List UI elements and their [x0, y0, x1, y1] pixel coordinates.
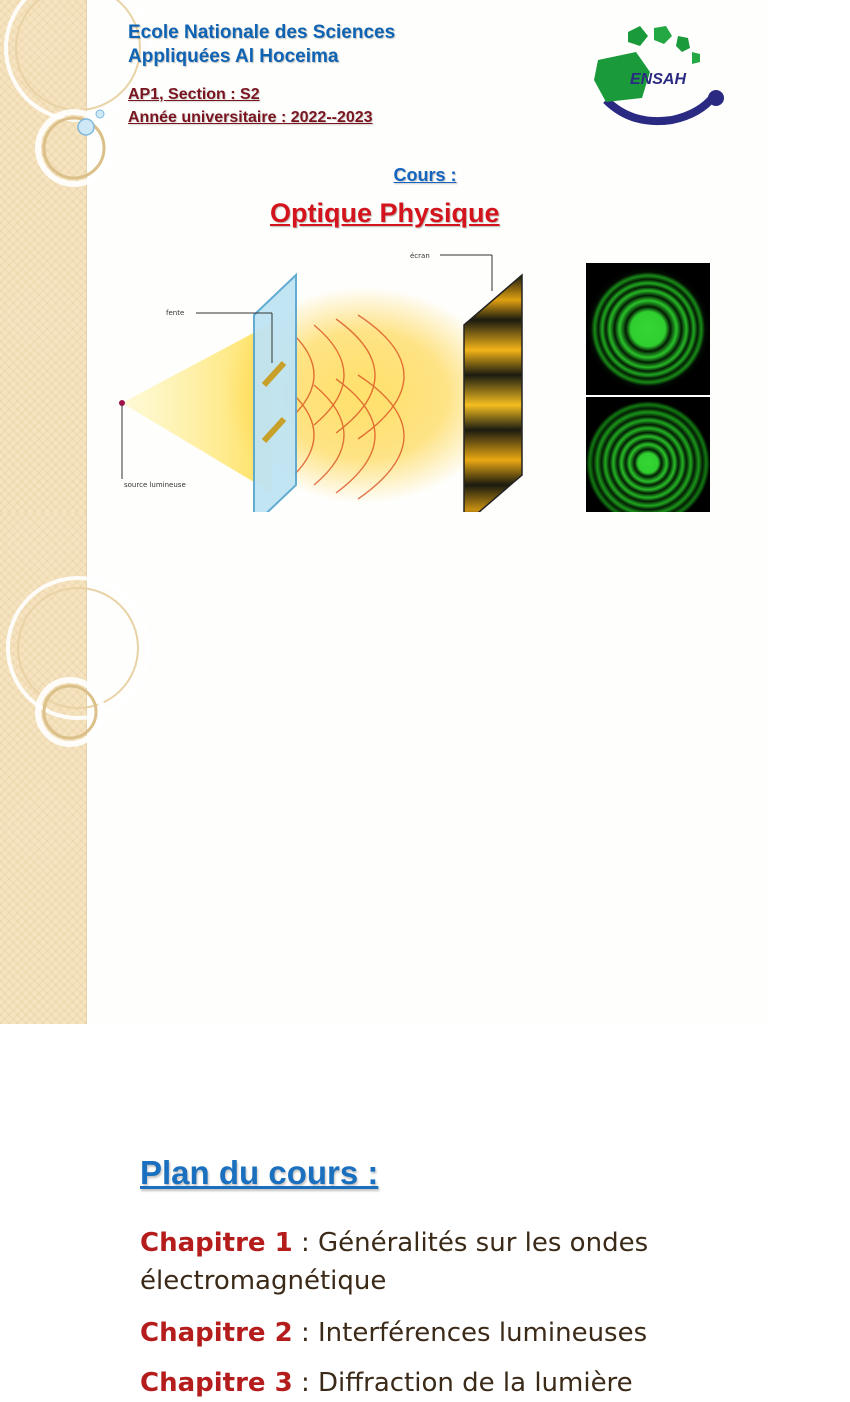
- ensah-logo: [592, 22, 732, 126]
- chapter-1: [140, 1224, 740, 1300]
- chapter-3: [140, 1364, 633, 1402]
- title-slide: [0, 0, 768, 512]
- school-name-line2: Appliquées Al Hoceima: [128, 46, 339, 67]
- course-label: Cours :: [393, 165, 457, 185]
- label-fente: fente: [166, 309, 185, 317]
- chapter-2: [140, 1314, 647, 1352]
- ring-pattern-top: [586, 267, 710, 391]
- decorative-circles: [0, 512, 160, 772]
- course-title: Optique Physique: [270, 198, 500, 228]
- interference-rings: [586, 263, 710, 529]
- school-name: [128, 21, 395, 69]
- academic-year: Année universitaire : 2022--2023: [128, 109, 373, 126]
- ring-pattern-bottom: [586, 401, 710, 525]
- logo-shape: [654, 26, 672, 44]
- chapter-2-title: Interférences lumineuses: [317, 1318, 648, 1348]
- label-ecran: écran: [410, 252, 430, 260]
- plan-slide: [0, 512, 768, 1398]
- screen: [464, 275, 522, 525]
- diffraction-illustration: [104, 245, 544, 530]
- logo-text: ENSAH: [629, 71, 687, 88]
- chapter-3-title: Diffraction de la lumière: [317, 1368, 633, 1398]
- chapter-1-separator: :: [292, 1228, 318, 1258]
- logo-shape: [692, 52, 700, 64]
- chapter-2-separator: :: [292, 1318, 318, 1348]
- chapter-1-label: Chapitre 1: [140, 1228, 293, 1258]
- school-name-line1: Ecole Nationale des Sciences: [128, 22, 396, 43]
- label-source: source lumineuse: [124, 481, 186, 489]
- chapter-3-label: Chapitre 3: [140, 1368, 293, 1398]
- chapter-1-title: Généralités sur les ondes électromagnétique: [140, 1228, 649, 1296]
- logo-dot: [708, 90, 724, 106]
- logo-shape: [628, 26, 648, 46]
- logo-shape: [676, 36, 690, 52]
- plan-title: Plan du cours :: [140, 1154, 379, 1191]
- chapter-2-label: Chapitre 2: [140, 1318, 293, 1348]
- chapter-3-separator: :: [292, 1368, 318, 1398]
- section-info: AP1, Section : S2: [128, 86, 260, 103]
